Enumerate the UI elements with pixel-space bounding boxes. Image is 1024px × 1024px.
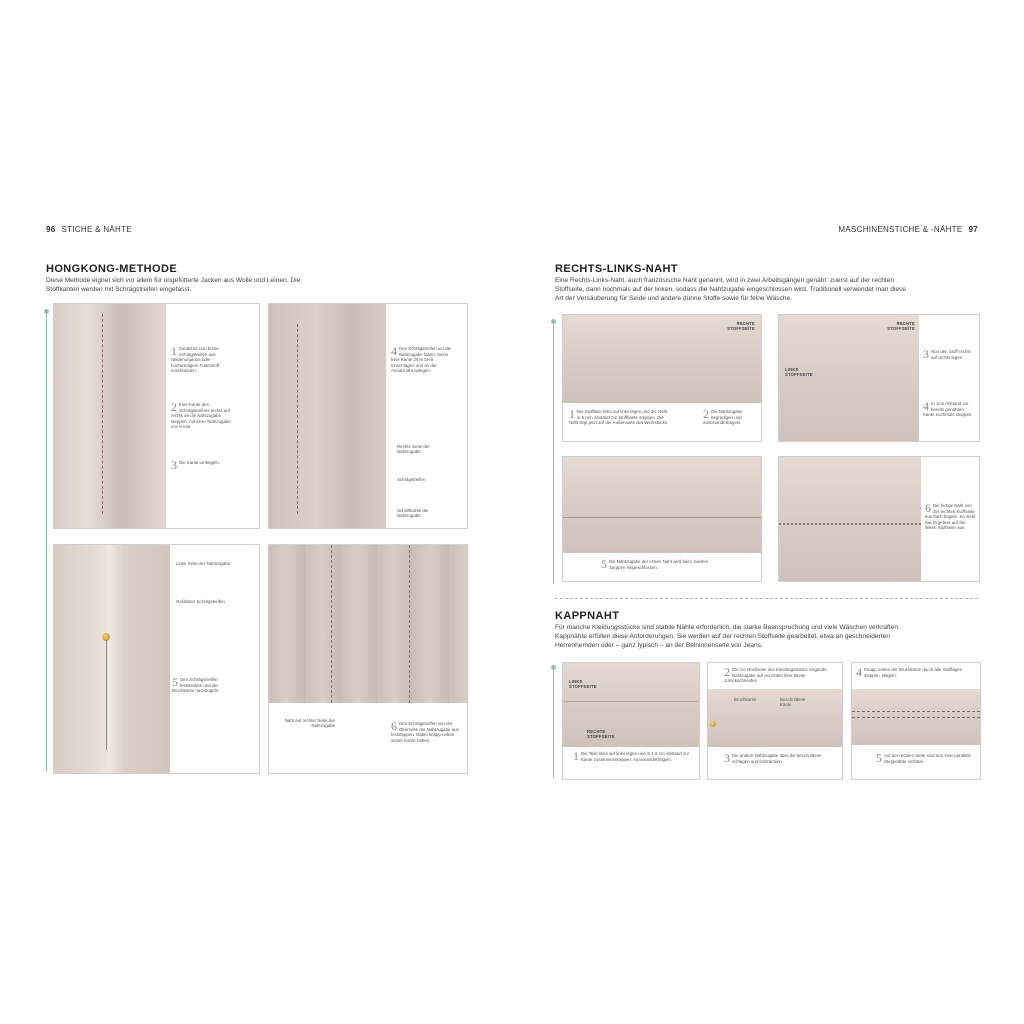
- seam-line: [563, 701, 699, 702]
- rl-panel-2: [778, 314, 980, 442]
- kn-step-5: 5 Auf der rechten Seite sind nun zwei parallele Steppnähte sichtbar.: [876, 751, 971, 765]
- tag-rechte-stoffseite: RECHTE STOFFSEITE: [727, 321, 755, 331]
- kn-step-3: 3 Die andere Nahtzugabe über die beschnittene schlagen und feststecken.: [724, 751, 822, 765]
- left-folio: [46, 225, 132, 234]
- step-1: 1 Zunächst 2cm breite Schrägstreifen aus Seidenorganza oder hochwertigem Futterstoff zuschneiden.: [171, 344, 220, 374]
- kn-step-4: 4 Knapp neben der Bruchkante durch alle Stofflagen steppen. Bügeln.: [856, 665, 963, 679]
- left-page-number: 96: [46, 225, 56, 234]
- seam-stitch: [102, 314, 103, 514]
- fabric-image-2: [269, 304, 386, 528]
- fabric-image-rl4: [779, 457, 921, 581]
- label-schraegstreifen: Schrägstreifen: [397, 477, 426, 482]
- section-divider: [555, 598, 978, 599]
- hongkong-title: HONGKONG-METHODE: [46, 263, 178, 275]
- pin-head: [710, 721, 716, 727]
- fabric-image-1: [54, 304, 166, 528]
- hongkong-panel-4: [268, 544, 468, 774]
- kn-step-1: 1 Die Teile links auf links legen und in 1,5 cm Abstand zur Kante zusammensteppen. Auseinanderbügeln.: [573, 749, 690, 763]
- label-schnittkante: Schnittkante der Nahtzugabe: [397, 508, 429, 519]
- label-beschnittene: Beschnittene Kante: [780, 697, 806, 708]
- fabric-image-rl3: [563, 457, 761, 553]
- tag-rechte-stoffseite: RECHTE STOFFSEITE: [587, 729, 615, 739]
- kappnaht-title: KAPPNAHT: [555, 610, 620, 622]
- right-folio: [838, 225, 978, 234]
- left-running-title: STICHE & NÄHTE: [61, 225, 132, 234]
- fabric-image-rl2: [779, 315, 919, 441]
- rechts-links-title: RECHTS-LINKS-NAHT: [555, 263, 678, 275]
- step-6: 6 Den Schrägstreifen von der Oberseite der Nahtzugabe aus feststeppen. Dabei knapp neben seiner Kante nähen.: [391, 719, 459, 743]
- fabric-image-3: [54, 545, 170, 773]
- fabric-image-kn2: [708, 689, 842, 747]
- tag-linke-stoffseite: LINKE STOFFSEITE: [785, 367, 813, 377]
- hongkong-panel-1: [53, 303, 260, 529]
- seam-stitch: [297, 324, 298, 514]
- parallel-stitch-1: [852, 711, 980, 712]
- binding-stitch-1: [331, 545, 332, 703]
- fabric-image-kn1: [563, 663, 699, 747]
- right-page-number: 97: [968, 225, 978, 234]
- right-guide-line-2: [553, 668, 554, 778]
- kappnaht-intro: Für manche Kleidungsstücke sind stabile Nähte erforderlich, die starke Beanspruchung und viele Wäschen verkraften. Kappnähte erfüllen diese Anforderungen. Sie werden auf der rechten Stoffseite gearbeitet, etwa an geschneiderten Herrenhemden oder – ganz typisch – an der Beininnenseite von Jeans.: [555, 624, 900, 650]
- label-linke-seite: Linke Seite der Nahtzugabe: [176, 561, 231, 566]
- right-running-title: MASCHINENSTICHE & -NÄHTE: [838, 225, 963, 234]
- kn-step-2: 2 Die zur Rückseite des Kleidungsstücks zeigende Nahtzugabe auf ein Drittel ihrer Breite zurückschneiden.: [724, 665, 827, 684]
- tag-rechte-stoffseite: RECHTE STOFFSEITE: [887, 321, 915, 331]
- binding-stitch-2: [409, 545, 410, 703]
- finished-seam: [779, 523, 921, 525]
- label-rechte-seite: Rechte Seite der Nahtzugabe: [397, 444, 430, 455]
- rl-step-3: 3 Nun den Stoff rechts auf rechts legen.: [923, 347, 971, 361]
- kn-panel-2: [707, 662, 843, 780]
- step-3: 3 Die Kante umbügeln.: [171, 458, 221, 472]
- seam-line: [563, 517, 761, 518]
- left-guide-line: [46, 312, 47, 772]
- hongkong-panel-2: [268, 303, 468, 529]
- rl-panel-3: [562, 456, 762, 582]
- step-5: 5 Den Schrägstreifen feststecken und die Bruchkante nachbügeln.: [172, 675, 220, 694]
- fabric-image-4: [269, 545, 467, 703]
- hongkong-intro: Diese Methode eignet sich vor allem für ungefütterte Jacken aus Wolle und Leinen. Die Stoffkanten werden mit Schrägstreifen eingefasst.: [46, 277, 301, 294]
- pin-shaft: [106, 640, 107, 750]
- label-gefalteter: Gefalteter Schrägstreifen: [176, 599, 225, 604]
- rl-step-6: 6 Die fertige Naht von der rechten Stoffseite aus flach bügeln. So sieht das Ergebnis auf der linken Stoffseite aus.: [925, 501, 976, 531]
- rl-step-2: 2 Die Nahtzugabe begradigen und auseinanderbügeln.: [703, 407, 743, 426]
- label-naht-rechter: Naht auf rechter Seite der Nahtzugabe: [284, 718, 335, 729]
- rl-panel-1: [562, 314, 762, 442]
- hongkong-panel-3: [53, 544, 260, 774]
- rl-step-5: 5 Die Nahtzugabe der ersten Naht wird beim zweiten Steppen eingeschlossen.: [601, 557, 709, 571]
- rl-step-4: 4 In 1cm Abstand zur bereits genähten Kante nochmals steppen.: [923, 399, 973, 418]
- right-guide-line-1: [553, 322, 554, 584]
- label-bruchkante: Bruchkante: [734, 697, 757, 702]
- kn-panel-3: [851, 662, 981, 780]
- tag-linke-stoffseite: LINKE STOFFSEITE: [569, 679, 597, 689]
- parallel-stitch-2: [852, 717, 980, 718]
- kn-panel-1: [562, 662, 700, 780]
- step-4: 4 Den Schrägstreifen um die Nahtzugabe falten. Seine freie Kante 2mm breit einschlagen und an der Ansatznaht anlegen.: [391, 344, 451, 374]
- rl-step-1: 1 Die Stoffteile links auf links legen und die Naht in 5 mm Abstand zur Stoffkante steppen. Die Naht liegt jetzt auf der Außenseite des Werkstücks.: [569, 407, 669, 426]
- rl-panel-4: [778, 456, 980, 582]
- step-2: 2 Eine Kante des Schrägstreifens rechts auf rechts an die Nahtzugabe steppen, mit einer Nahtzugabe von 5 mm.: [171, 400, 231, 430]
- rechts-links-intro: Eine Rechts-Links-Naht, auch französische Naht genannt, wird in zwei Arbeitsgängen genäht: zuerst auf der rechten Stoffseite, dann nochmals auf der linken, sodass die Nahtzugabe eingeschlossen wird. Traditionell verwendet man diese Art der Versäuberung für Seide und andere dünne Stoffe sowie für feine Wäsche.: [555, 277, 907, 303]
